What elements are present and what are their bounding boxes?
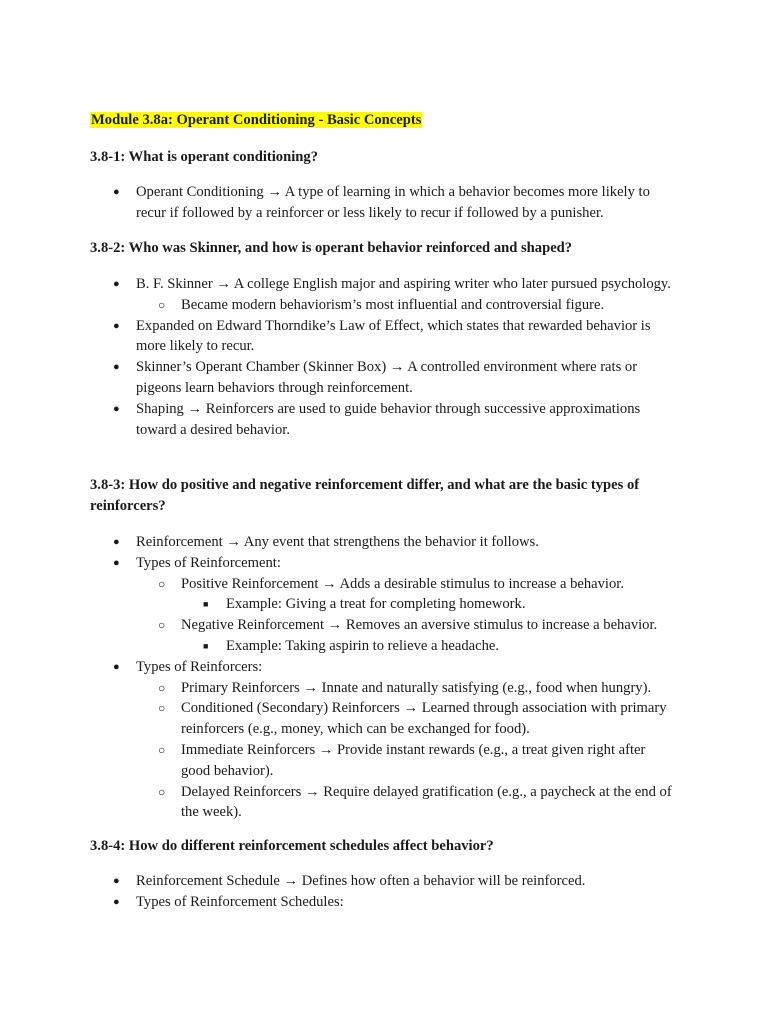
list-item: ● B. F. Skinner → A college English major and aspiring writer who later pursued psychology. bbox=[0, 274, 676, 295]
question-3-8-4: 3.8-4: How do different reinforcement schedules affect behavior? bbox=[90, 838, 494, 854]
list-item: ■ Example: Giving a treat for completing homework. bbox=[0, 594, 676, 615]
section-3-8-3-list bbox=[0, 532, 768, 823]
list-item: ● Operant Conditioning → A type of learning in which a behavior becomes more likely to recur if followed by a reinforcer or less likely to recur if followed by a punisher. bbox=[0, 182, 676, 224]
question-3-8-2: 3.8-2: Who was Skinner, and how is operant behavior reinforced and shaped? bbox=[90, 240, 573, 256]
list-item: ■ Example: Taking aspirin to relieve a headache. bbox=[0, 636, 676, 657]
section-3-8-1-list bbox=[0, 182, 768, 224]
list-item: ○ Conditioned (Secondary) Reinforcers → Learned through association with primary reinforcers (e.g., money, which can be exchanged for food). bbox=[0, 698, 676, 740]
list-item: ● Types of Reinforcement Schedules: bbox=[0, 892, 676, 913]
list-item: ● Skinner’s Operant Chamber (Skinner Box) → A controlled environment where rats or pigeons learn behaviors through reinforcement. bbox=[0, 357, 676, 399]
list-item: ● Expanded on Edward Thorndike’s Law of Effect, which states that rewarded behavior is more likely to recur. bbox=[0, 316, 676, 358]
module-title: Module 3.8a: Operant Conditioning - Basic Concepts bbox=[91, 112, 422, 128]
section-3-8-4-list bbox=[0, 871, 768, 913]
list-item: ● Reinforcement Schedule → Defines how often a behavior will be reinforced. bbox=[0, 871, 676, 892]
list-item: ● Shaping → Reinforcers are used to guide behavior through successive approximations toward a desired behavior. bbox=[0, 399, 676, 441]
list-item: ○ Primary Reinforcers → Innate and naturally satisfying (e.g., food when hungry). bbox=[0, 678, 676, 699]
list-item: ● Reinforcement → Any event that strengthens the behavior it follows. bbox=[0, 532, 676, 553]
section-3-8-2-list bbox=[0, 274, 768, 440]
list-item: ● Types of Reinforcers: bbox=[0, 657, 676, 678]
list-item: ○ Became modern behaviorism’s most influential and controversial figure. bbox=[0, 295, 676, 316]
list-item: ○ Delayed Reinforcers → Require delayed gratification (e.g., a paycheck at the end of the week). bbox=[0, 782, 676, 824]
list-item: ○ Negative Reinforcement → Removes an aversive stimulus to increase a behavior. bbox=[0, 615, 676, 636]
question-3-8-1: 3.8-1: What is operant conditioning? bbox=[90, 149, 318, 165]
list-item: ● Types of Reinforcement: bbox=[0, 553, 676, 574]
list-item: ○ Positive Reinforcement → Adds a desirable stimulus to increase a behavior. bbox=[0, 574, 676, 595]
list-item: ○ Immediate Reinforcers → Provide instant rewards (e.g., a treat given right after good behavior). bbox=[0, 740, 676, 782]
question-3-8-3: 3.8-3: How do positive and negative reinforcement differ, and what are the basic types of reinforcers? bbox=[90, 477, 640, 514]
